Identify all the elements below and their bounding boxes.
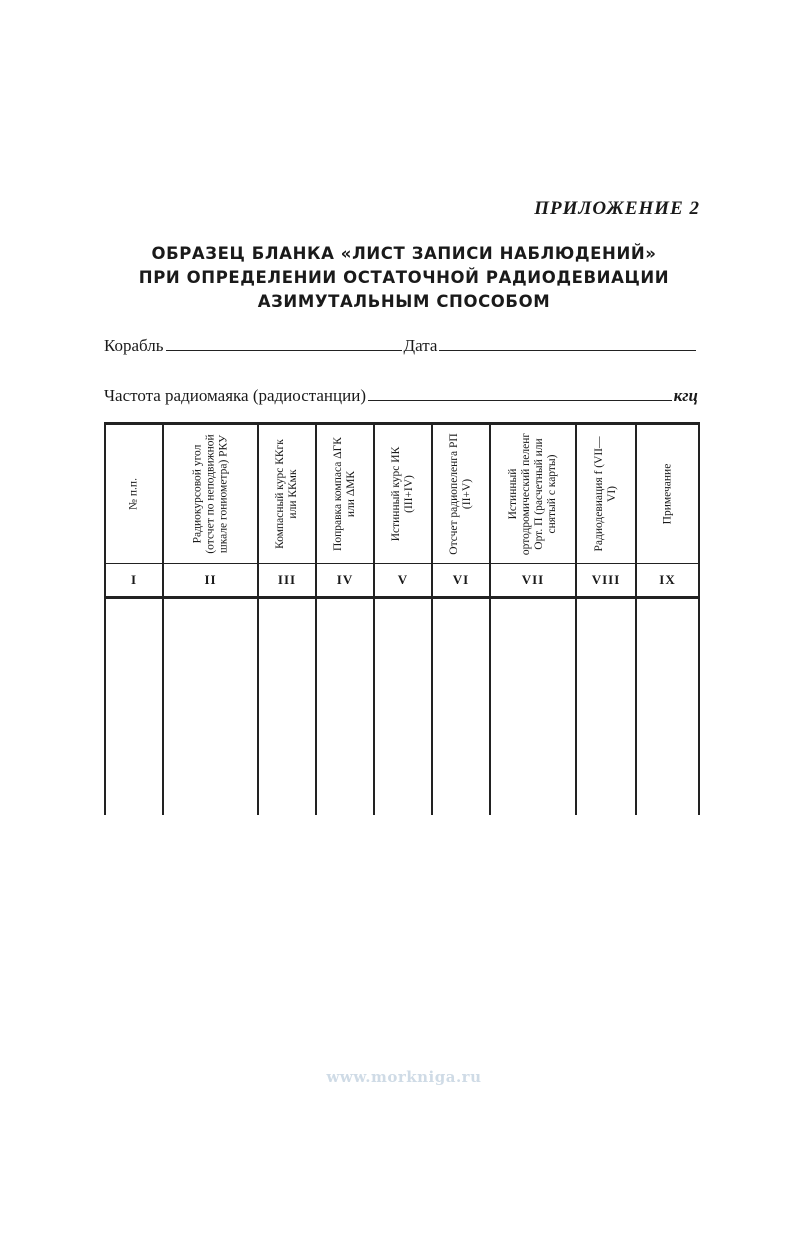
- empty-data-cell[interactable]: [316, 598, 374, 816]
- header-cell: [316, 424, 374, 564]
- column-number: I: [105, 564, 163, 598]
- column-number: IX: [636, 564, 699, 598]
- column-number: IV: [316, 564, 374, 598]
- header-text: Компасный курс ККгк или ККмк: [274, 439, 299, 549]
- column-number: V: [374, 564, 432, 598]
- watermark: www.morkniga.ru: [326, 1068, 482, 1086]
- column-number: VIII: [576, 564, 636, 598]
- header-cell: [432, 424, 490, 564]
- table-header-row: [105, 424, 699, 564]
- header-text: Примечание: [661, 463, 673, 525]
- column-number: II: [163, 564, 258, 598]
- header-cell: [258, 424, 316, 564]
- title-line-2: ПРИ ОПРЕДЕЛЕНИИ ОСТАТОЧНОЙ РАДИОДЕВИАЦИИ: [138, 268, 670, 287]
- appendix-label: ПРИЛОЖЕНИЕ 2: [534, 198, 700, 219]
- header-text: Поправка компаса ΔГК или ΔМК: [332, 437, 357, 551]
- header-cell: [636, 424, 699, 564]
- header-text: Отсчет радиопеленга РП (II+V): [448, 433, 473, 555]
- empty-data-cell[interactable]: [490, 598, 576, 816]
- header-text: Истинный ортодромический пеленг Орт. П (расчетный или снятый с карты): [507, 432, 558, 556]
- empty-data-cell[interactable]: [105, 598, 163, 816]
- header-cell: [105, 424, 163, 564]
- empty-data-cell[interactable]: [258, 598, 316, 816]
- empty-data-cell[interactable]: [576, 598, 636, 816]
- ship-label: Корабль: [104, 336, 164, 355]
- header-text: № п.п.: [127, 478, 140, 510]
- frequency-label: Частота радиомаяка (радиостанции): [104, 386, 366, 405]
- observation-table-wrapper: [104, 422, 698, 810]
- header-cell: [374, 424, 432, 564]
- header-cell: [576, 424, 636, 564]
- frequency-unit: кгц: [673, 386, 698, 405]
- empty-data-cell[interactable]: [163, 598, 258, 816]
- column-number: III: [258, 564, 316, 598]
- title-line-1: ОБРАЗЕЦ БЛАНКА «ЛИСТ ЗАПИСИ НАБЛЮДЕНИЙ»: [151, 244, 657, 263]
- empty-data-cell[interactable]: [432, 598, 490, 816]
- header-text: Радиодевиация f (VII—VI): [593, 436, 618, 552]
- ship-date-row: [104, 332, 698, 356]
- document-title: [0, 242, 808, 314]
- column-number-row: [105, 564, 699, 598]
- frequency-row: [104, 382, 698, 406]
- header-cell: [490, 424, 576, 564]
- column-number: VII: [490, 564, 576, 598]
- table-body-row: [105, 598, 699, 816]
- title-line-3: АЗИМУТАЛЬНЫМ СПОСОБОМ: [257, 292, 551, 311]
- ship-blank-line[interactable]: [166, 350, 402, 351]
- header-text: Радиокурсовой угол (отсчет по неподвижной шкале гониометра) РКУ: [191, 434, 229, 554]
- empty-data-cell[interactable]: [636, 598, 699, 816]
- frequency-blank-line[interactable]: [368, 400, 672, 401]
- date-blank-line[interactable]: [439, 350, 696, 351]
- column-number: VI: [432, 564, 490, 598]
- header-cell: [163, 424, 258, 564]
- date-label: Дата: [403, 336, 438, 355]
- empty-data-cell[interactable]: [374, 598, 432, 816]
- header-text: Истинный курс ИК (III+IV): [390, 446, 415, 542]
- observation-table: [104, 422, 700, 815]
